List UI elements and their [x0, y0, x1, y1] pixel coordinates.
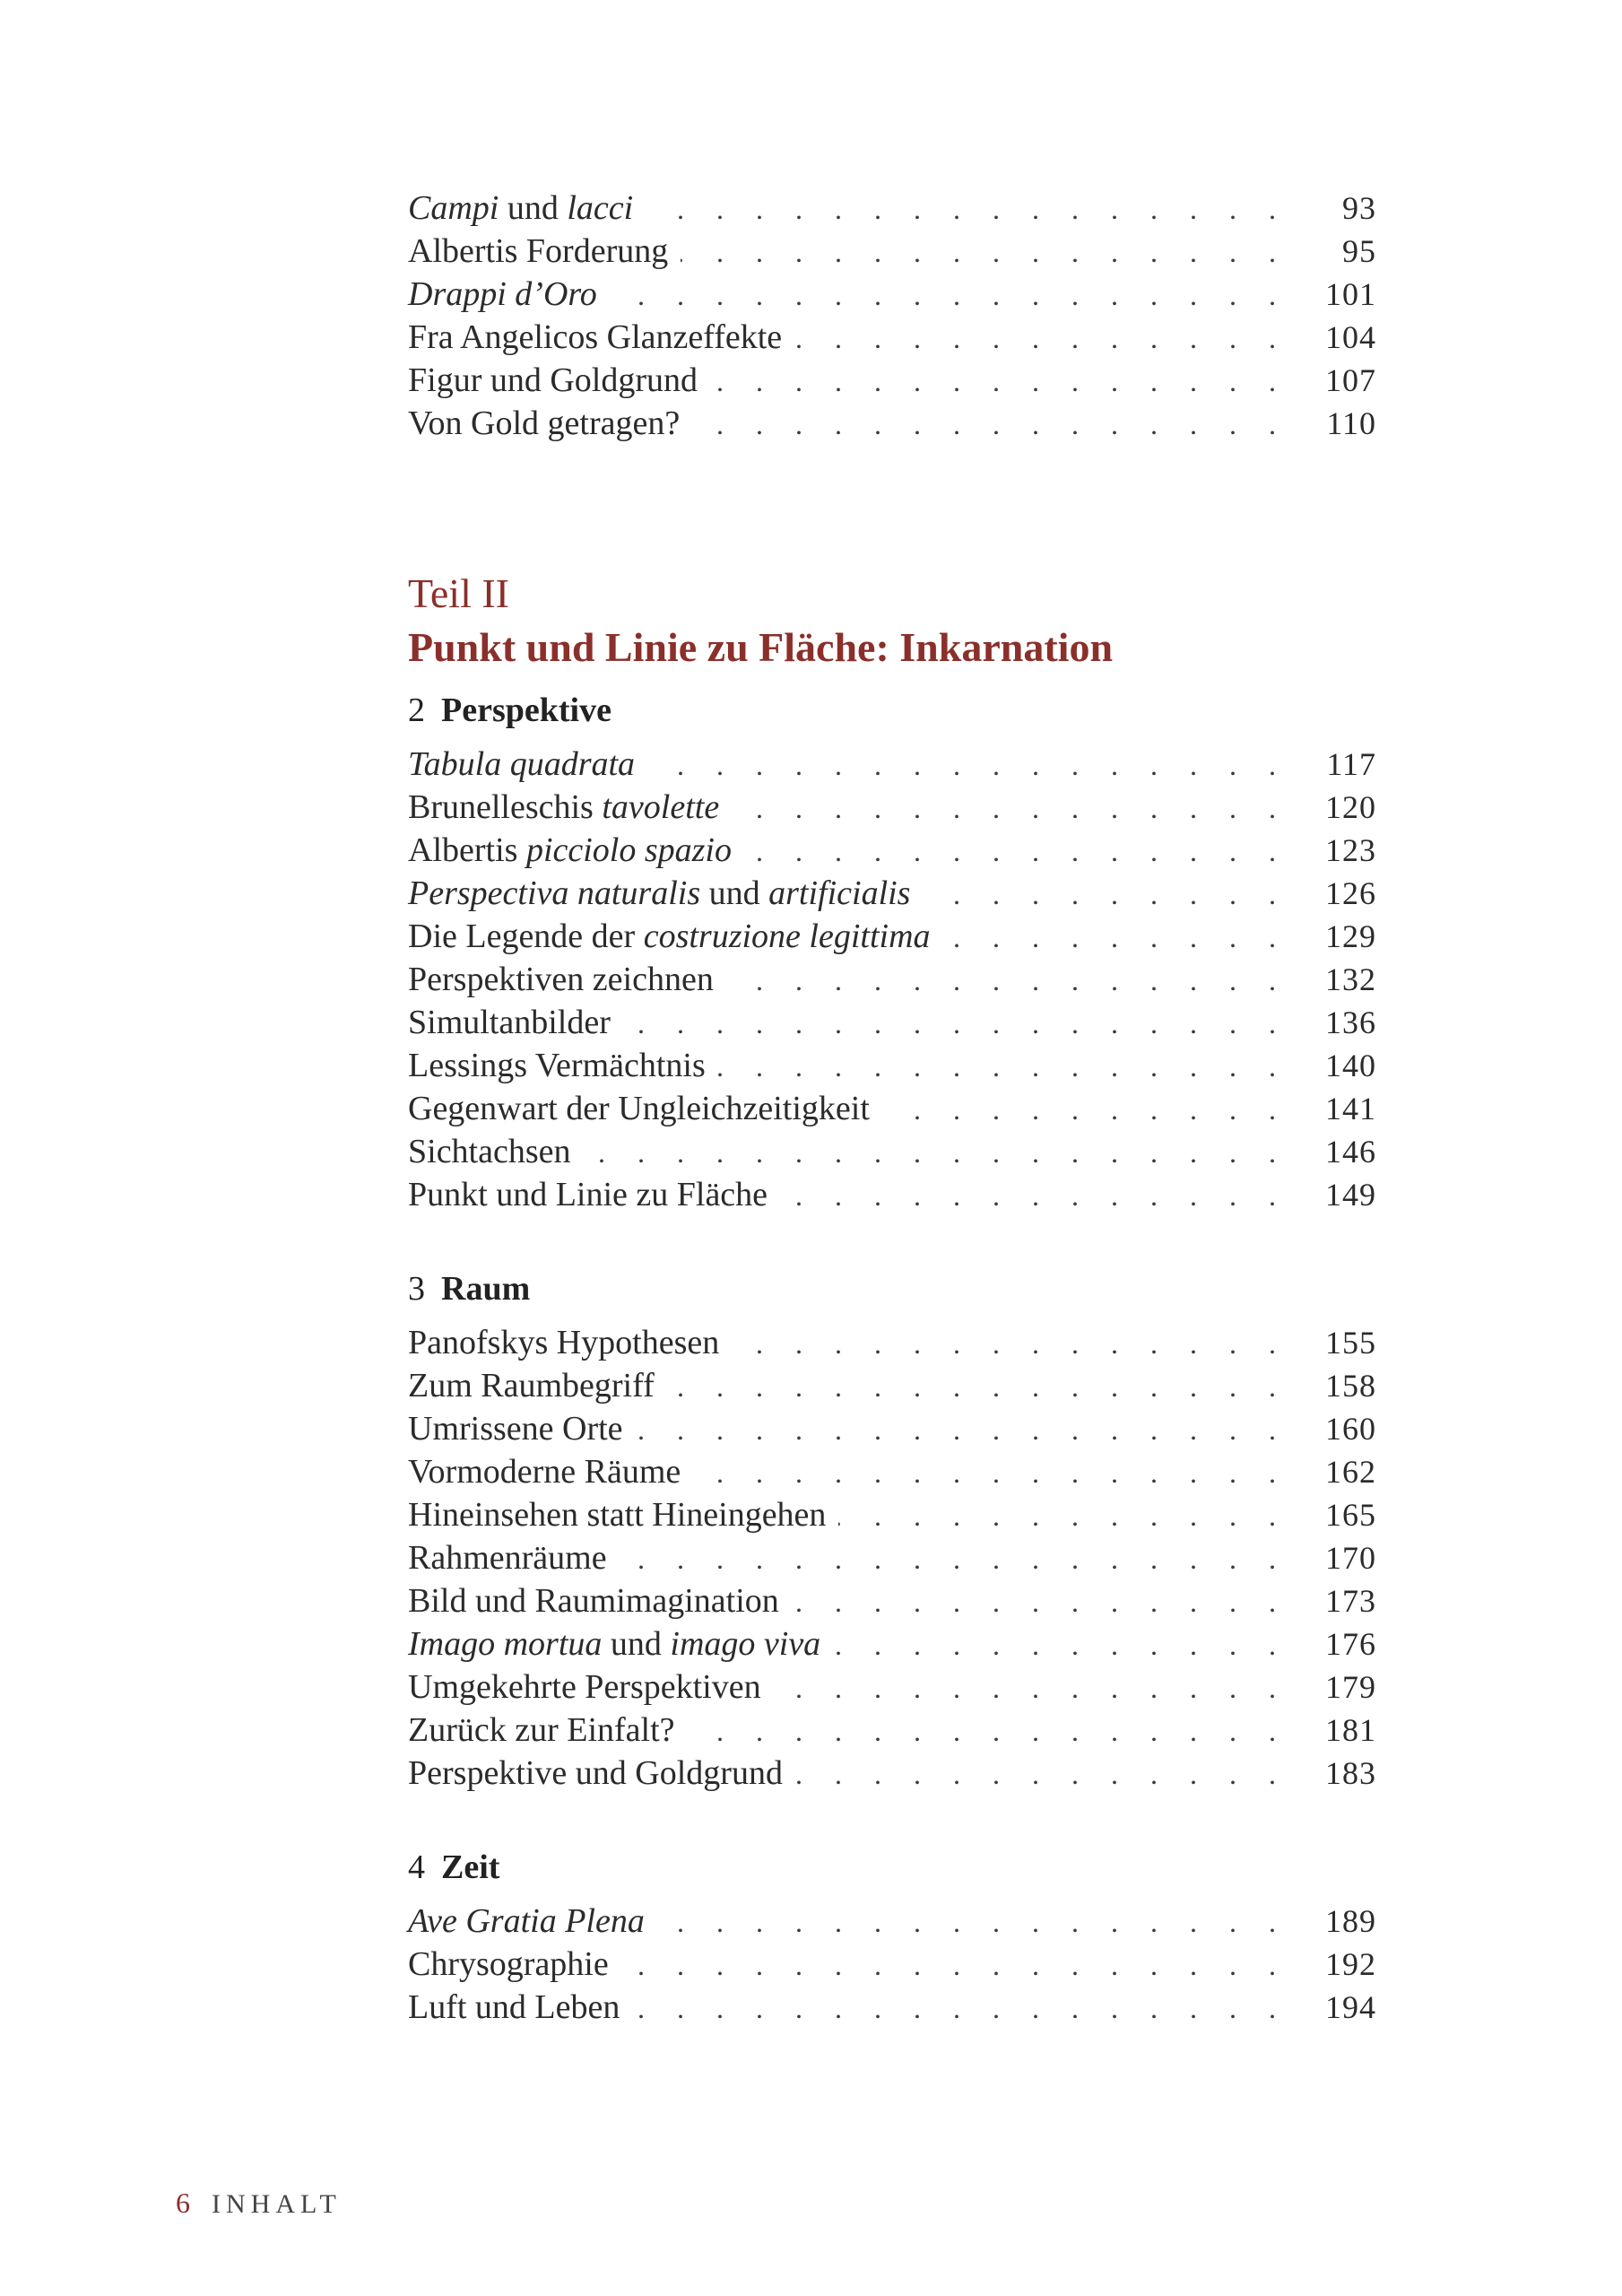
- italic-text: picciolo spazio: [525, 831, 732, 869]
- toc-entry-title: [408, 829, 744, 872]
- toc-page-number: 136: [1325, 1004, 1376, 1040]
- roman-text: und: [602, 1625, 671, 1663]
- part-title: Punkt und Linie zu Fläche: Inkarnation: [408, 624, 1114, 670]
- toc-entry: [408, 1001, 1376, 1044]
- roman-text: Bild und Raumimagination: [408, 1582, 779, 1620]
- dot-leader: [794, 317, 1288, 360]
- toc-entry-title: [408, 273, 610, 316]
- chapter-heading: [408, 1267, 530, 1310]
- roman-text: Umrissene Orte: [408, 1410, 623, 1448]
- toc-page-number: 140: [1325, 1048, 1376, 1083]
- toc-entry: [408, 1321, 1376, 1364]
- italic-text: Perspectiva naturalis: [408, 874, 701, 912]
- toc-entry-title: [408, 915, 943, 958]
- italic-text: imago viva: [670, 1625, 821, 1663]
- toc-entry-title: [408, 402, 692, 445]
- toc-page-number: 104: [1325, 319, 1376, 355]
- dot-leader: [774, 1666, 1288, 1709]
- chapter-heading: [408, 1846, 499, 1889]
- toc-entry-title: [408, 1579, 792, 1622]
- toc-entry: [408, 273, 1376, 316]
- italic-text: lacci: [567, 189, 634, 227]
- toc-entry-title: [408, 359, 710, 402]
- chapter-entries: [408, 1321, 1376, 1795]
- roman-text: Zurück zur Einfalt?: [408, 1711, 675, 1749]
- toc-page-number: 189: [1325, 1903, 1376, 1939]
- chapter-entries: [408, 743, 1376, 1216]
- toc-page-number: 165: [1325, 1497, 1376, 1533]
- toc-entry: [408, 1986, 1376, 2029]
- dot-leader: [647, 744, 1288, 787]
- toc-page-number: 129: [1325, 918, 1376, 954]
- roman-text: Luft und Leben: [408, 1988, 620, 2026]
- toc-entry: [408, 872, 1376, 915]
- dot-leader: [667, 1365, 1288, 1408]
- toc-page-number: 95: [1342, 233, 1376, 269]
- toc-entry: [408, 1364, 1376, 1407]
- italic-text: Imago mortua: [408, 1625, 603, 1663]
- roman-text: Hineinsehen statt Hineingehen: [408, 1496, 827, 1534]
- toc-entry: [408, 1752, 1376, 1795]
- chapter-number: 3: [408, 1270, 425, 1308]
- roman-text: Zum Raumbegriff: [408, 1367, 655, 1405]
- dot-leader: [623, 1002, 1288, 1045]
- chapter-number: 2: [408, 691, 425, 729]
- roman-text: Figur und Goldgrund: [408, 361, 698, 399]
- toc-entry-title: [408, 1321, 732, 1364]
- toc-entry: [408, 1493, 1376, 1536]
- toc-page-number: 123: [1325, 832, 1376, 868]
- toc-page-number: 181: [1325, 1712, 1376, 1748]
- italic-text: Tabula quadrata: [408, 745, 636, 783]
- toc-entry: [408, 743, 1376, 786]
- part-label: Teil II: [408, 570, 510, 616]
- roman-text: Vormoderne Räume: [408, 1453, 681, 1491]
- dot-leader: [693, 1451, 1288, 1494]
- toc-page-number: 107: [1325, 362, 1376, 398]
- italic-text: Ave Gratia Plena: [408, 1902, 645, 1940]
- toc-entry: [408, 1709, 1376, 1752]
- toc-page-number: 117: [1326, 746, 1376, 782]
- dot-leader: [681, 230, 1288, 274]
- dot-leader: [726, 959, 1288, 1002]
- toc-entry: [408, 915, 1376, 958]
- toc-entry-title: [408, 1087, 882, 1130]
- toc-entry-title: [408, 1943, 621, 1986]
- dot-leader: [744, 830, 1288, 873]
- toc-entry-title: [408, 1536, 620, 1579]
- toc-page-number: 155: [1325, 1325, 1376, 1361]
- toc-entry-title: [408, 1001, 623, 1044]
- roman-text: Perspektive und Goldgrund: [408, 1754, 783, 1792]
- dot-leader: [838, 1494, 1288, 1537]
- dot-leader: [584, 1131, 1288, 1174]
- running-head: INHALT: [212, 2189, 342, 2219]
- toc-entry: [408, 1536, 1376, 1579]
- dot-leader: [688, 1709, 1288, 1752]
- dot-leader: [692, 403, 1288, 446]
- toc-page-number: 192: [1325, 1946, 1376, 1982]
- toc-page-number: 93: [1342, 190, 1376, 226]
- dot-leader: [780, 1174, 1288, 1217]
- toc-entry-title: [408, 743, 647, 786]
- toc-entry-title: [408, 1450, 693, 1493]
- toc-entry: [408, 1407, 1376, 1450]
- roman-text: Fra Angelicos Glanzeffekte: [408, 318, 783, 356]
- toc-entry: [408, 1173, 1376, 1216]
- dot-leader: [621, 1944, 1288, 1987]
- toc-entry-title: [408, 1364, 667, 1407]
- chapter-entries: [408, 1900, 1376, 2029]
- roman-text: Albertis: [408, 831, 526, 869]
- roman-text: Die Legende der: [408, 918, 644, 955]
- toc-entry-title: [408, 1709, 688, 1752]
- toc-entry: [408, 1622, 1376, 1665]
- dot-leader: [632, 1987, 1288, 2030]
- toc-page-number: 158: [1325, 1368, 1376, 1404]
- roman-text: Von Gold getragen?: [408, 404, 681, 442]
- toc-entry-title: [408, 1130, 584, 1173]
- roman-text: Rahmenräume: [408, 1539, 607, 1577]
- dot-leader: [882, 1088, 1288, 1131]
- toc-entry-title: [408, 1493, 838, 1536]
- toc-entry: [408, 786, 1376, 829]
- italic-text: Drappi d’Oro: [408, 275, 597, 313]
- toc-page-number: 162: [1325, 1454, 1376, 1490]
- chapter-title: Zeit: [441, 1848, 500, 1886]
- toc-entry: [408, 1943, 1376, 1986]
- toc-entry-title: [408, 316, 794, 359]
- roman-text: Sichtachsen: [408, 1133, 571, 1170]
- toc-entry-title: [408, 1407, 636, 1450]
- toc-entry: [408, 359, 1376, 402]
- roman-text: Chrysographie: [408, 1945, 609, 1983]
- roman-text: Punkt und Linie zu Fläche: [408, 1176, 768, 1213]
- dot-leader: [833, 1623, 1288, 1666]
- toc-entry-title: [408, 1900, 657, 1943]
- toc-entry: [408, 187, 1376, 230]
- roman-text: Lessings Vermächtnis: [408, 1047, 706, 1084]
- roman-text: und: [700, 874, 769, 912]
- dot-leader: [657, 1900, 1288, 1944]
- toc-entry-title: [408, 1752, 795, 1795]
- toc-entry: [408, 402, 1376, 445]
- roman-text: Panofskys Hypothesen: [408, 1324, 720, 1361]
- toc-continued-entries: [408, 187, 1376, 445]
- toc-page-number: 146: [1325, 1134, 1376, 1170]
- toc-page-number: 194: [1325, 1989, 1376, 2025]
- toc-page-number: 173: [1325, 1583, 1376, 1619]
- toc-page-number: 176: [1325, 1626, 1376, 1662]
- chapter-heading: [408, 689, 612, 732]
- dot-leader: [718, 1045, 1288, 1088]
- italic-text: artificialis: [768, 874, 911, 912]
- dot-leader: [710, 360, 1288, 403]
- toc-entry: [408, 1900, 1376, 1943]
- toc-entry-title: [408, 872, 923, 915]
- toc-entry: [408, 230, 1376, 273]
- dot-leader: [943, 916, 1288, 959]
- page-footer: [176, 2187, 342, 2220]
- toc-entry: [408, 829, 1376, 872]
- toc-page-number: 183: [1325, 1755, 1376, 1791]
- toc-entry: [408, 316, 1376, 359]
- toc-entry: [408, 1579, 1376, 1622]
- toc-entry: [408, 1087, 1376, 1130]
- toc-entry-title: [408, 1044, 718, 1087]
- dot-leader: [636, 1408, 1288, 1451]
- toc-entry-title: [408, 1986, 632, 2029]
- roman-text: Perspektiven zeichnen: [408, 961, 714, 998]
- dot-leader: [732, 787, 1288, 830]
- toc-entry: [408, 958, 1376, 1001]
- italic-text: costruzione legittima: [643, 918, 931, 955]
- toc-page-number: 170: [1325, 1540, 1376, 1576]
- italic-text: tavolette: [602, 788, 720, 826]
- chapter-title: Raum: [441, 1270, 531, 1308]
- toc-entry-title: [408, 230, 681, 273]
- toc-entry-title: [408, 958, 726, 1001]
- roman-text: Umgekehrte Perspektiven: [408, 1668, 761, 1706]
- part-heading: [408, 567, 1113, 674]
- toc-entry: [408, 1044, 1376, 1087]
- toc-entry: [408, 1665, 1376, 1709]
- toc-page-number: 101: [1325, 276, 1376, 312]
- roman-text: Brunelleschis: [408, 788, 603, 826]
- toc-page-number: 160: [1325, 1411, 1376, 1447]
- roman-text: und: [499, 189, 568, 227]
- toc-page-number: 132: [1325, 961, 1376, 997]
- toc-page-number: 110: [1326, 405, 1376, 441]
- toc-entry: [408, 1130, 1376, 1173]
- dot-leader: [610, 274, 1288, 317]
- dot-leader: [795, 1752, 1288, 1796]
- roman-text: Simultanbilder: [408, 1004, 611, 1041]
- chapter-title: Perspektive: [441, 691, 612, 729]
- italic-text: Campi: [408, 189, 499, 227]
- dot-leader: [732, 1322, 1288, 1365]
- toc-entry: [408, 1450, 1376, 1493]
- roman-text: Albertis Forderung: [408, 232, 669, 270]
- toc-entry-title: [408, 1665, 774, 1709]
- chapter-number: 4: [408, 1848, 425, 1886]
- dot-leader: [923, 873, 1288, 916]
- dot-leader: [792, 1580, 1288, 1623]
- toc-page-number: 126: [1325, 875, 1376, 911]
- dot-leader: [620, 1537, 1288, 1580]
- dot-leader: [646, 187, 1288, 230]
- toc-entry-title: [408, 1622, 833, 1665]
- toc-entry-title: [408, 187, 646, 230]
- roman-text: Gegenwart der Ungleichzeitigkeit: [408, 1090, 870, 1127]
- page-number: 6: [176, 2187, 190, 2219]
- toc-page-number: 179: [1325, 1669, 1376, 1705]
- toc-page-number: 141: [1325, 1091, 1376, 1126]
- toc-entry-title: [408, 786, 732, 829]
- toc-page-number: 149: [1325, 1177, 1376, 1213]
- toc-entry-title: [408, 1173, 780, 1216]
- toc-page-number: 120: [1325, 789, 1376, 825]
